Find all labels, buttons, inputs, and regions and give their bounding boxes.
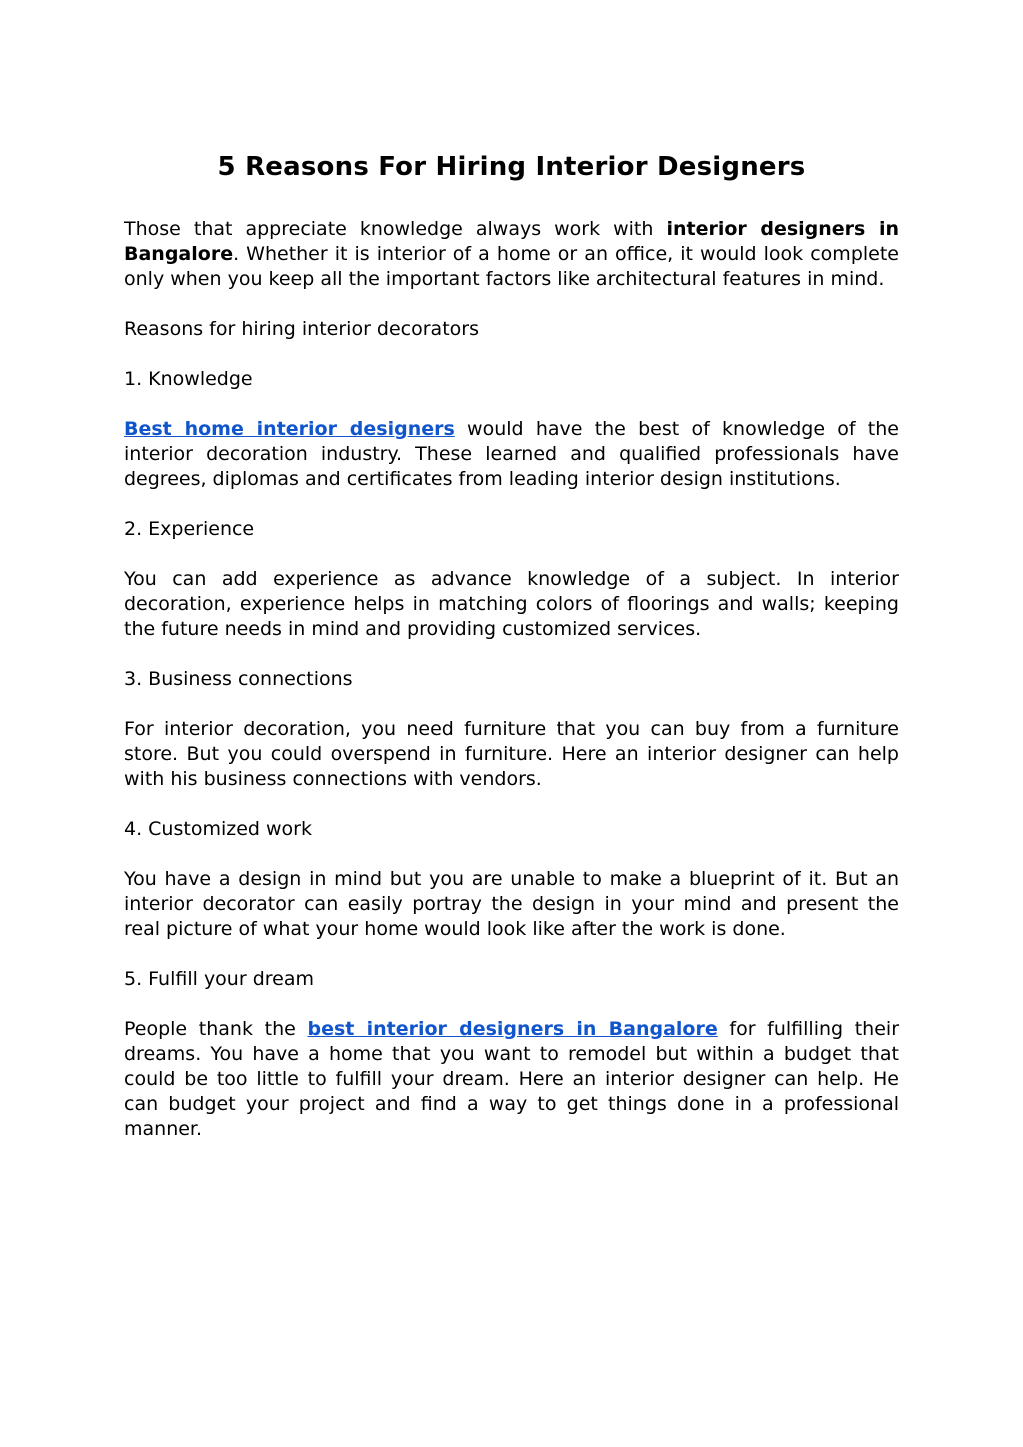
section-heading-fulfill-dream: 5. Fulfill your dream <box>124 968 314 990</box>
best-home-interior-designers-link[interactable]: Best home interior designers <box>124 418 455 440</box>
section-text-knowledge: would have the best of knowledge of the interior decoration industry. These learned and qualified professionals have degrees, diplomas and certificates from leading interior design institutions. <box>124 418 899 490</box>
document-page <box>124 150 899 1167</box>
section-text-fulfill-after: for fulfilling their dreams. You have a home that you want to remodel but within a budget that could be too little to fulfill your dream. Here an interior designer can help. He can budget your project and find a way to get things done in a professional manner. <box>124 1018 900 1140</box>
intro-text-after: . Whether it is interior of a home or an office, it would look complete only when you keep all the important factors like architectural features in mind. <box>124 243 899 290</box>
section-body-customized-work: You have a design in mind but you are unable to make a blueprint of it. But an interior decorator can easily portray the design in your mind and present the real picture of what your home would look like after the work is done. <box>124 868 899 940</box>
section-heading-business-connections: 3. Business connections <box>124 668 353 690</box>
section-body-knowledge <box>124 417 899 492</box>
section-body-fulfill-dream <box>124 1017 899 1142</box>
section-text-fulfill-before: People thank the <box>124 1018 308 1040</box>
section-body-experience: You can add experience as advance knowledge of a subject. In interior decoration, experience helps in matching colors of floorings and walls; keeping the future needs in mind and providing customized services. <box>124 568 899 640</box>
intro-text-before: Those that appreciate knowledge always work with <box>124 218 667 240</box>
document-title: 5 Reasons For Hiring Interior Designers <box>217 152 806 182</box>
section-heading-knowledge: 1. Knowledge <box>124 368 253 390</box>
section-body-business-connections: For interior decoration, you need furniture that you can buy from a furniture store. But you could overspend in furniture. Here an interior designer can help with his business connections with vendors. <box>124 718 899 790</box>
best-interior-designers-bangalore-link[interactable]: best interior designers in Bangalore <box>307 1018 718 1040</box>
intro-paragraph <box>124 217 899 292</box>
section-heading-experience: 2. Experience <box>124 518 255 540</box>
reasons-subtitle: Reasons for hiring interior decorators <box>124 318 479 340</box>
intro-bold-phrase: interior designers in Bangalore <box>124 218 899 265</box>
section-heading-customized-work: 4. Customized work <box>124 818 312 840</box>
